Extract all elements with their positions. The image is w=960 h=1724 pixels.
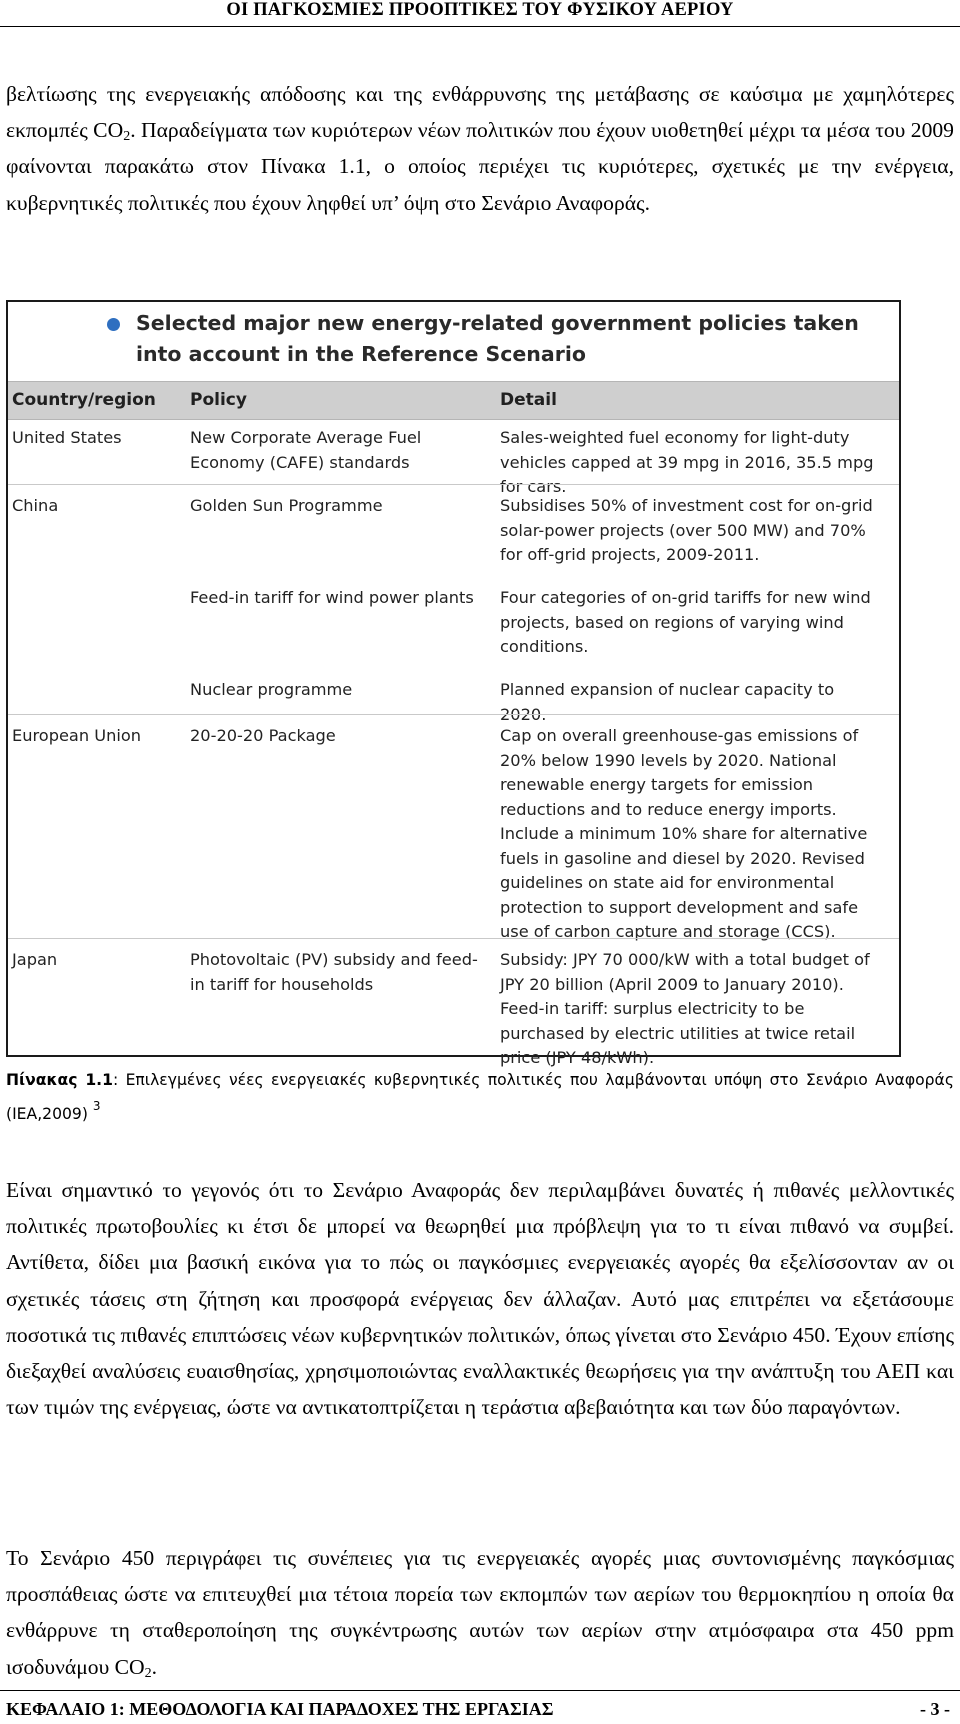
co2-subscript: 2 xyxy=(123,129,131,145)
row-country: European Union xyxy=(12,726,142,745)
row-policy: 20-20-20 Package xyxy=(190,726,336,745)
row-detail: Four categories of on-grid tariffs for new wind projects, based on regions of varying wind conditions. xyxy=(500,588,871,656)
table-caption xyxy=(6,1063,954,1131)
row-policy: Nuclear programme xyxy=(190,680,353,699)
table-header-row xyxy=(8,381,899,420)
footer-chapter: ΚΕΦΑΛΑΙΟ 1: ΜΕΘΟΔΟΛΟΓΙΑ ΚΑΙ ΠΑΡΑΔΟΧΕΣ ΤΗΣ ΕΡΓΑΣΙΑΣ xyxy=(6,1699,554,1719)
row-country: China xyxy=(12,496,59,515)
row-country: United States xyxy=(12,428,122,447)
policy-table-figure xyxy=(6,300,901,1067)
row-detail: Planned expansion of nuclear capacity to 2020. xyxy=(500,680,835,724)
caption-label: Πίνακας 1.1 xyxy=(6,1071,113,1089)
row-detail: Sales-weighted fuel economy for light-duty vehicles capped at 39 mpg in 2016, 35.5 mpg for cars. xyxy=(500,428,874,496)
footer-rule xyxy=(0,1690,960,1691)
header-detail: Detail xyxy=(500,390,557,410)
footnote-marker: 3 xyxy=(92,1099,101,1113)
row-divider xyxy=(8,484,899,485)
row-divider xyxy=(8,938,899,939)
paragraph-3 xyxy=(6,1540,954,1685)
bullet-icon xyxy=(107,318,120,331)
intro-text: βελτίωσης της ενεργειακής απόδοσης και της ενθάρρυνσης της μετάβασης σε καύσιμα με χαμηλότερες εκπομπές CO xyxy=(6,82,954,143)
row-policy: Photovoltaic (PV) subsidy and feed-in tariff for households xyxy=(190,950,478,994)
table-title: Selected major new energy-related government policies taken into account in the Reference Scenario xyxy=(136,311,859,366)
paragraph-3-text-end: . xyxy=(151,1654,158,1679)
row-detail: Cap on overall greenhouse-gas emissions of 20% below 1990 levels by 2020. National renewable energy targets for emission reductions and to reduce energy imports. Include a minimum 10% share for alternative fuels in gasoline and diesel by 2020. Revised guidelines on state aid for environmental protection to support development and safe use of carbon capture and storage (CCS). xyxy=(500,726,868,941)
row-country: Japan xyxy=(12,950,58,969)
row-policy: Feed-in tariff for wind power plants xyxy=(190,588,474,607)
header-country: Country/region xyxy=(12,390,156,410)
header-policy: Policy xyxy=(190,390,247,410)
row-detail: Subsidises 50% of investment cost for on-grid solar-power projects (over 500 MW) and 70% for off-grid projects, 2009-2011. xyxy=(500,496,873,564)
row-detail: Subsidy: JPY 70 000/kW with a total budget of JPY 20 billion (April 2009 to January 2010). Feed-in tariff: surplus electricity to be purchased by electric utilities at twice retail price (JPY 48/kWh). xyxy=(500,950,870,1067)
row-divider xyxy=(8,714,899,715)
intro-text-cont: . Παραδείγματα των κυριότερων νέων πολιτικών που έχουν υιοθετηθεί μέχρι τα μέσα του 2009 φαίνονται παρακάτω στον Πίνακα 1.1, ο οποίος περιέχει τις κυριότερες, σχετικές με την ενέργεια, κυβερνητικές πολιτικές που έχουν ληφθεί υπ’ όψη στο Σενάριο Αναφοράς. xyxy=(6,118,954,215)
paragraph-3-text: Το Σενάριο 450 περιγράφει τις συνέπειες για τις ενεργειακές αγορές μιας συντονισμένης παγκόσμιας προσπάθειας ώστε να επιτευχθεί μια τέτοια πορεία των εκπομπών των αερίων του θερμοκηπίου η οποία θα ενθάρρυνε τη σταθεροποίηση της συγκέντρωσης αυτών των αερίων στην ατμόσφαιρα στα 450 ppm ισοδυνάμου CO xyxy=(6,1546,954,1679)
paragraph-2: Είναι σημαντικό το γεγονός ότι το Σενάριο Αναφοράς δεν περιλαμβάνει δυνατές ή πιθανές μελλοντικές πολιτικές πρωτοβουλίες κι έτσι δε μπορεί να θεωρηθεί μια πρόβλεψη για το τι είναι πιθανό να συμβεί. Αντίθετα, δίδει μια βασική εικόνα για το πώς οι παγκόσμιες ενεργειακές αγορές θα εξελίσσονταν αν οι σχετικές τάσεις στη ζήτηση και προσφορά ενέργειας δεν άλλαζαν. Αυτό μας επιτρέπει να εξετάσουμε ποσοτικά τις πιθανές επιπτώσεις νέων κυβερνητικών πολιτικών, όπως γίνεται στο Σενάριο 450. Έχουν επίσης διεξαχθεί αναλύσεις ευαισθησίας, χρησιμοποιώντας εναλλακτικές θεωρήσεις για την ανάπτυξη του ΑΕΠ και των τιμών της ενέργειας, ώστε να αντικατοπτρίζεται η τεράστια αβεβαιότητα και των δύο παραγόντων. xyxy=(6,1178,954,1420)
intro-paragraph xyxy=(6,76,954,221)
page-number: - 3 - xyxy=(920,1699,950,1719)
caption-text: : Επιλεγμένες νέες ενεργειακές κυβερνητικές πολιτικές που λαμβάνονται υπόψη στο Σενάριο Αναφοράς (IEA,2009) xyxy=(6,1071,954,1123)
header-rule xyxy=(0,26,960,27)
running-header: ΟΙ ΠΑΓΚΟΣΜΙΕΣ ΠΡΟΟΠΤΙΚΕΣ ΤΟΥ ΦΥΣΙΚΟΥ ΑΕΡΙΟΥ xyxy=(226,0,734,20)
row-policy: Golden Sun Programme xyxy=(190,496,383,515)
row-policy: New Corporate Average Fuel Economy (CAFE) standards xyxy=(190,428,422,472)
co2-subscript: 2 xyxy=(144,1665,152,1681)
